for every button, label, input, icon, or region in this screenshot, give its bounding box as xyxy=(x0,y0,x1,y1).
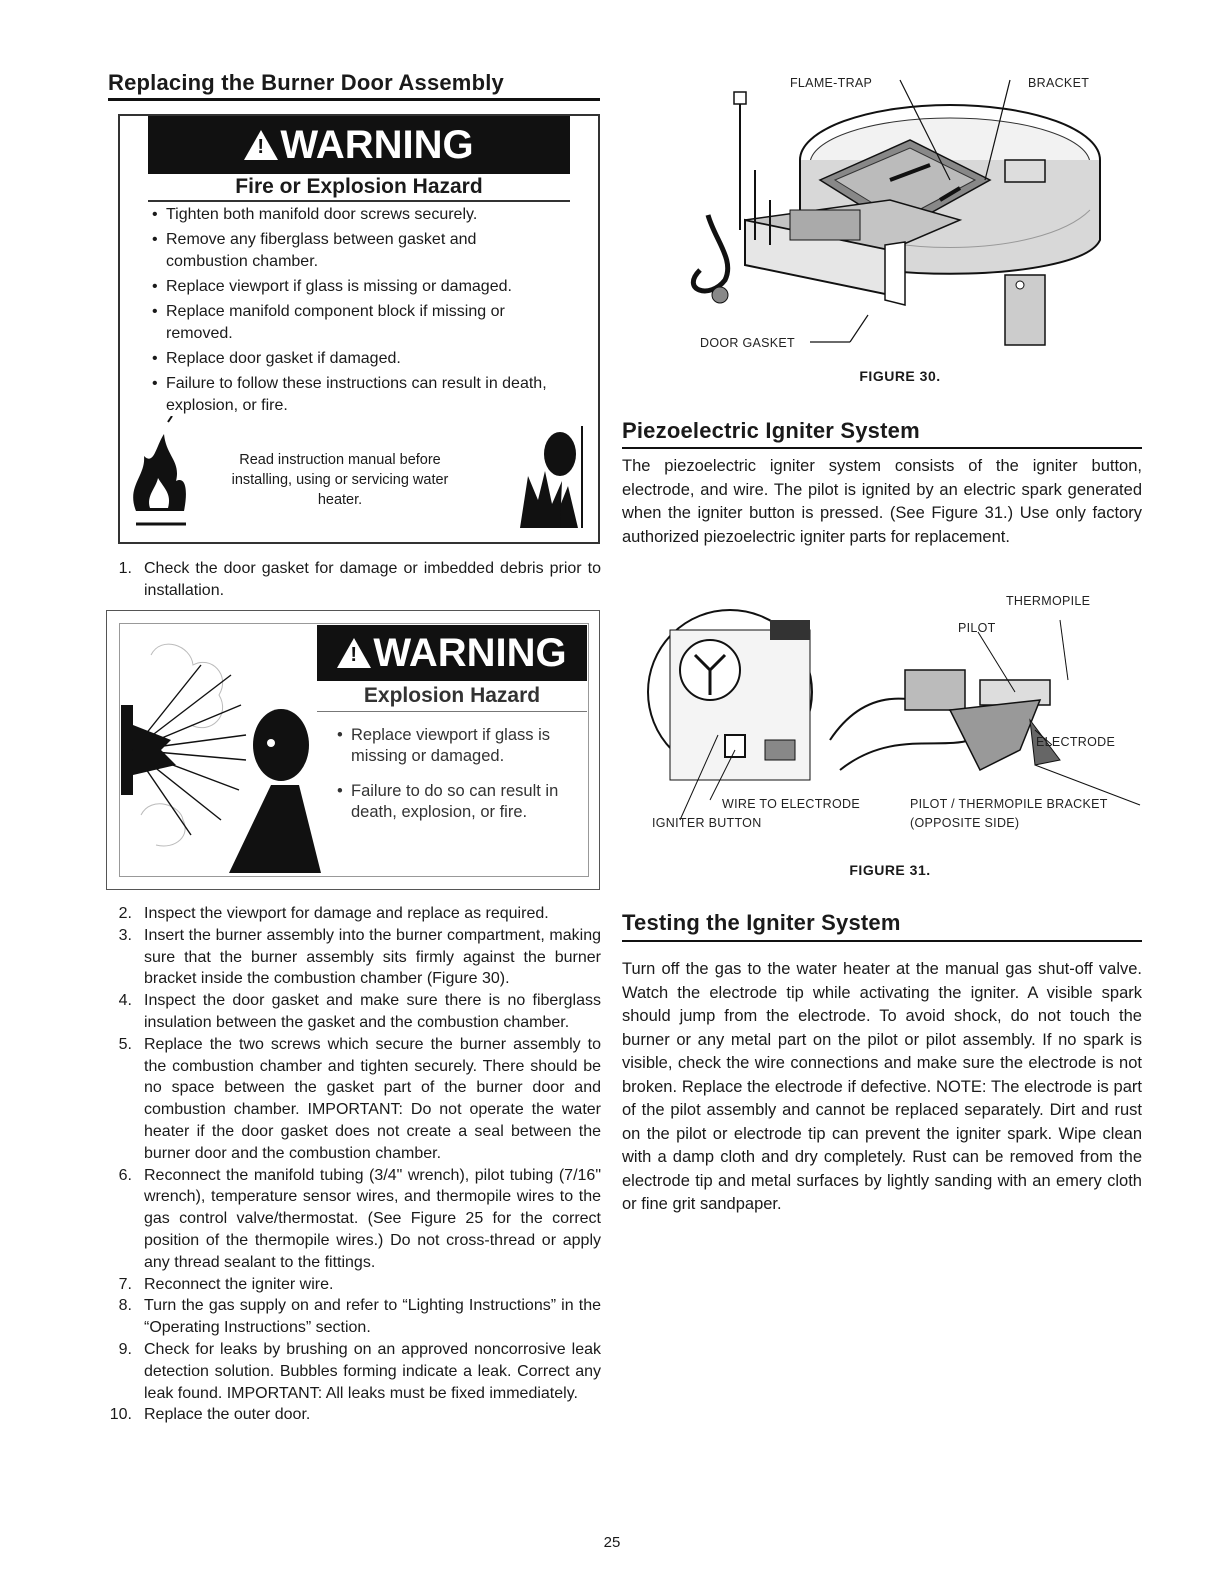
warning-item: • Replace door gasket if damaged. xyxy=(152,348,552,370)
step-text: Inspect the door gasket and make sure there is no fiberglass insulation between the gasket and the combustion chamber. xyxy=(144,992,601,1031)
section-title-burner-door: Replacing the Burner Door Assembly xyxy=(108,70,504,95)
step-item xyxy=(106,1339,601,1404)
warning-item: • Replace viewport if glass is missing or damaged. xyxy=(152,276,552,298)
warning-item: • Replace manifold component block if missing or removed. xyxy=(152,301,552,345)
hazard-title: Explosion Hazard xyxy=(317,681,587,712)
steps-list-2 xyxy=(106,903,601,1426)
piezo-paragraph: The piezoelectric igniter system consists of the igniter button, electrode, and wire. The pilot is ignited by an electric spark generated when the igniter button is pressed. (See Figure 31.) Use only factory authorized piezoelectric igniter parts for replacement. xyxy=(622,457,1142,546)
step-text: Insert the burner assembly into the burner compartment, making sure that the burner assembly sits firmly against the burner bracket inside the combustion chamber (Figure 30). xyxy=(144,926,601,988)
label-electrode: ELECTRODE xyxy=(1036,735,1116,749)
warning-banner xyxy=(317,625,587,681)
label-opposite-side: (OPPOSITE SIDE) xyxy=(910,816,1020,830)
explosion-person-icon xyxy=(490,416,590,531)
step-number: 4. xyxy=(118,992,132,1010)
step-number: 8. xyxy=(118,1297,132,1315)
figure-30-caption: FIGURE 30. xyxy=(859,368,941,384)
step-number: 6. xyxy=(118,1166,132,1184)
warning-list xyxy=(152,204,552,420)
label-flame-trap: FLAME-TRAP xyxy=(790,76,873,90)
label-wire-to-electrode: WIRE TO ELECTRODE xyxy=(722,797,860,811)
step-text: Turn the gas supply on and refer to “Lighting Instructions” in the “Operating Instructions” section. xyxy=(144,1297,601,1337)
label-thermopile: THERMOPILE xyxy=(1006,594,1091,608)
figure-31-igniter xyxy=(640,600,1150,830)
section-rule xyxy=(108,98,600,101)
step-item xyxy=(106,1404,601,1426)
label-pilot: PILOT xyxy=(958,621,996,635)
step-item xyxy=(106,1165,601,1274)
step-number: 10. xyxy=(109,1406,132,1424)
step-item xyxy=(106,1034,601,1165)
section-rule xyxy=(622,447,1142,449)
explosion-blast-icon xyxy=(121,625,321,873)
step-text: Check the door gasket for damage or imbedded debris prior to installation. xyxy=(144,560,601,599)
warning-triangle-icon: ! xyxy=(244,130,278,160)
warning-item: • Failure to do so can result in death, explosion, or fire. xyxy=(337,781,577,823)
step-number: 3. xyxy=(118,926,132,944)
label-igniter-button: IGNITER BUTTON xyxy=(652,816,762,830)
label-door-gasket: DOOR GASKET xyxy=(700,336,795,350)
label-bracket: BRACKET xyxy=(1028,76,1090,90)
warning-triangle-icon: ! xyxy=(337,638,371,668)
step-text: Replace the outer door. xyxy=(144,1406,311,1424)
testing-paragraph: Turn off the gas to the water heater at the manual gas shut-off valve. Watch the electrode tip while activating the igniter. A visible spark should jump from the electrode. To avoid shock, do not touch the burner or any metal part on the pilot or pilot assembly. If no spark is visible, check the wire connections and make sure the electrode is not broken. Replace the electrode if defective. NOTE: The electrode is part of the pilot assembly and cannot be replaced separately. Dirt and rust on the pilot or electrode tip can prevent the igniter spark. Wipe clean with a damp cloth and dry completely. Rust can be removed from the electrode tip and metal surfaces by lightly sanding with an emery cloth or fine grit sandpaper. xyxy=(622,960,1142,1213)
warning-list xyxy=(337,725,577,826)
step-number: 9. xyxy=(118,1340,132,1358)
step-text: Inspect the viewport for damage and replace as required. xyxy=(144,905,549,922)
step-item xyxy=(106,925,601,990)
section-rule xyxy=(622,940,1142,942)
step-number: 1. xyxy=(118,560,132,577)
step-text: Replace the two screws which secure the burner assembly to the combustion chamber and tighten securely. There should be no space between the gasket part of the burner door and combustion chamber. IMPORTANT: Do not operate the water heater if the door gasket does not create a seal between the burner door and the combustion chamber. xyxy=(144,1035,601,1162)
step-item xyxy=(106,1274,601,1296)
step-number: 2. xyxy=(118,905,132,922)
figure-30-burner-assembly xyxy=(660,70,1130,360)
warning-box-explosion xyxy=(106,610,600,890)
step-item xyxy=(106,1295,601,1339)
section-title-piezo: Piezoelectric Igniter System xyxy=(622,418,920,443)
warning-item: • Failure to follow these instructions can result in death, explosion, or fire. xyxy=(152,373,552,417)
figure-31-caption: FIGURE 31. xyxy=(849,862,931,878)
warning-box-fire xyxy=(118,114,600,544)
step-number: 7. xyxy=(118,1275,132,1293)
step-item xyxy=(106,990,601,1034)
manual-note: Read instruction manual before installing, using or servicing water heater. xyxy=(231,452,449,508)
step-text: Check for leaks by brushing on an approved noncorrosive leak detection solution. Bubbles forming indicate a leak. Correct any leak found. IMPORTANT: All leaks must be fixed immediately. xyxy=(144,1340,601,1402)
warning-item: • Tighten both manifold door screws securely. xyxy=(152,204,552,226)
warning-banner xyxy=(148,116,570,174)
warning-item: • Replace viewport if glass is missing or damaged. xyxy=(337,725,577,767)
warning-item: • Remove any fiberglass between gasket and combustion chamber. xyxy=(152,229,552,273)
step-text: Reconnect the igniter wire. xyxy=(144,1275,334,1293)
warning-banner-text: WARNING xyxy=(280,123,474,167)
steps-list-1 xyxy=(106,558,601,602)
step-text: Reconnect the manifold tubing (3/4" wrench), pilot tubing (7/16" wrench), temperature sensor wires, and thermopile wires to the gas control valve/thermostat. (See Figure 25 for the correct position of the thermopile wires.) Do not cross-thread or apply any thread sealant to the fittings. xyxy=(144,1166,601,1271)
label-pilot-thermopile-bracket: PILOT / THERMOPILE BRACKET xyxy=(910,797,1108,811)
hazard-title: Fire or Explosion Hazard xyxy=(148,174,570,202)
step-number: 5. xyxy=(118,1035,132,1053)
page-number: 25 xyxy=(603,1534,621,1551)
warning-banner-text: WARNING xyxy=(373,631,567,675)
step-item xyxy=(106,558,601,602)
fire-icon xyxy=(126,416,196,528)
step-item xyxy=(106,903,601,925)
section-title-testing: Testing the Igniter System xyxy=(622,910,901,935)
